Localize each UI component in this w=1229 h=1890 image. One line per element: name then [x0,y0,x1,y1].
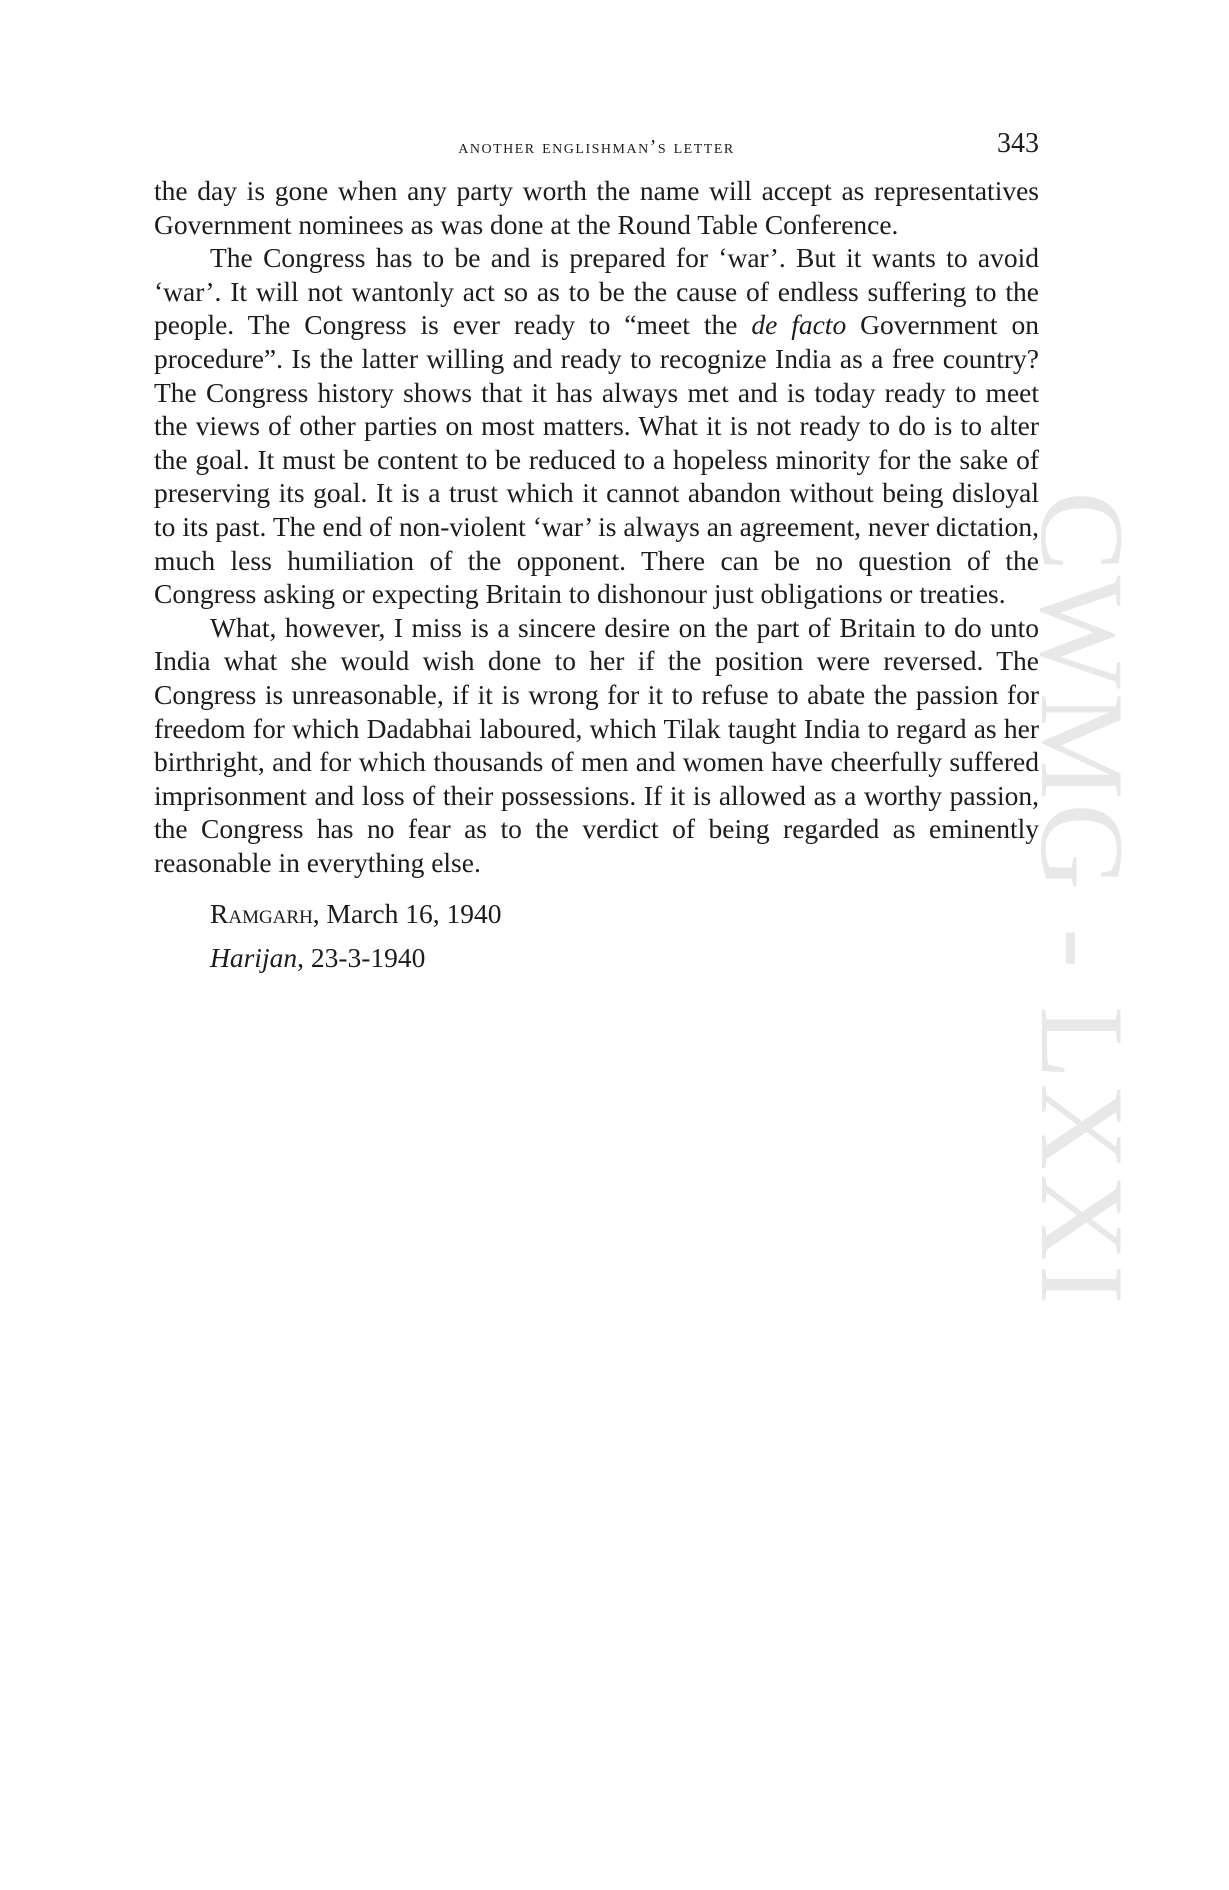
running-head [154,128,1039,162]
body-text [154,174,1039,879]
page-number: 343 [997,128,1039,159]
dateline-date: , March 16, 1940 [312,898,502,930]
page [154,128,1039,975]
paragraph-2-italic-phrase: de facto [751,309,847,341]
paragraph-3: What, however, I miss is a sincere desire on the part of Britain to do unto India what she would wish done to her if the position were reversed. The Congress is unreasonable, if it is wrong for it to refuse to abate the passion for freedom for which Dadabhai laboured, which Tilak taught India to regard as her birthright, and for which thousands of men and women have cheerfully suffered imprisonment and loss of their possessions. If it is allowed as a worthy passion, the Congress has no fear as to the verdict of being regarded as eminently reasonable in everything else. [154,611,1039,878]
source-publication: Harijan [210,942,298,974]
paragraph-2-part-b: Government on procedure”. Is the latter willing and ready to recognize India as a free country? The Congress history shows that it has always met and is today ready to meet the views of other parties on most matters. What it is not ready to do is to alter the goal. It must be content to be reduced to a hopeless minority for the sake of preserving its goal. It is a trust which it cannot abandon without being disloyal to its past. The end of non-violent ‘war’ is always an agreement, never dictation, much less humiliation of the opponent. There can be no question of the Congress asking or expecting Britain to dishonour just obligations or treaties. [154,309,1039,610]
watermark: CWMG - LXXI [1016,491,1149,1309]
source-citation [154,941,1039,975]
dateline-place: Ramgarh [210,898,313,930]
source-date: , 23-3-1940 [297,942,426,974]
running-title: another englishman’s letter [458,136,735,158]
paragraph-1: the day is gone when any party worth the name will accept as representatives Government nominees as was done at the Round Table Conference. [154,175,1039,240]
paragraph-2-part-a: The Congress has to be and is prepared for ‘war’. But it wants to avoid ‘war’. It will not wantonly act so as to be the cause of endless suffering to the people. The Congress is ever ready to “meet the [154,242,1039,341]
dateline [154,897,1039,931]
paragraph-2 [154,241,1039,611]
